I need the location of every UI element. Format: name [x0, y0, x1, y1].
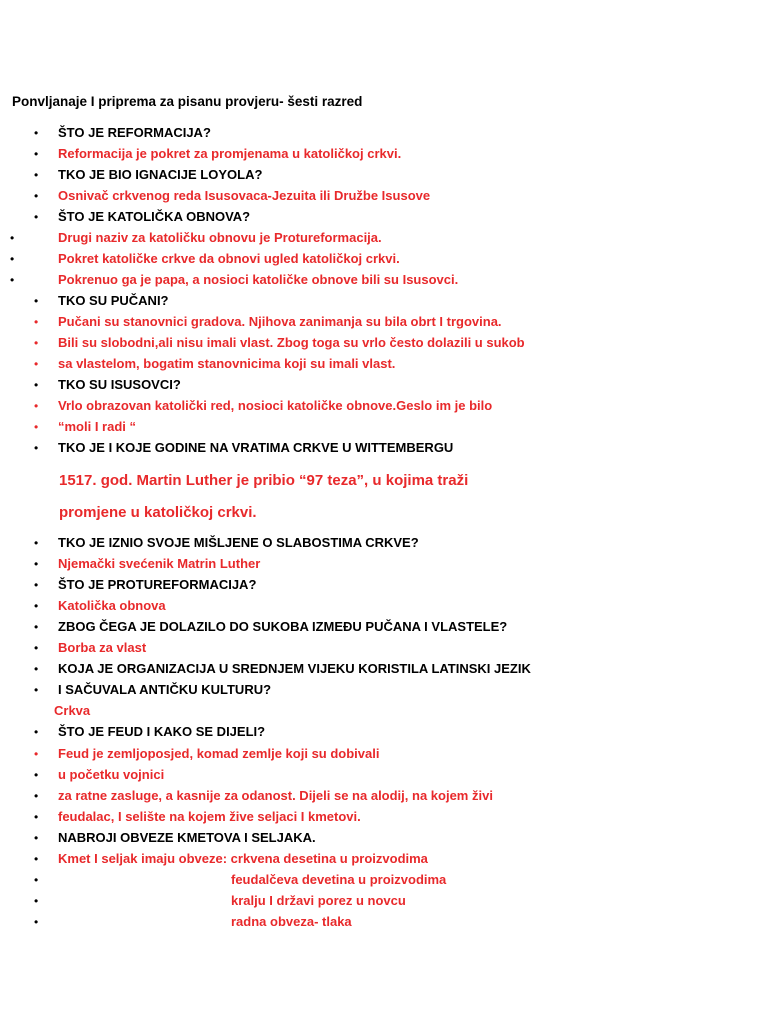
- bullet-icon: •: [34, 315, 39, 329]
- bullet-icon: •: [34, 914, 39, 929]
- bullet-icon: •: [34, 189, 39, 203]
- bullet-icon: •: [34, 620, 39, 635]
- answer-text: 1517. god. Martin Luther je pribio “97 teza”, u kojima traži: [59, 472, 469, 489]
- list-item-text: Borba za vlast: [58, 640, 147, 656]
- list-item-text: NABROJI OBVEZE KMETOVA I SELJAKA.: [58, 829, 316, 845]
- bullet-icon: •: [34, 210, 39, 224]
- bullet-icon: •: [34, 378, 39, 392]
- bullet-icon: •: [34, 441, 39, 455]
- list-item: [0, 638, 768, 659]
- list-item-text: Bili su slobodni,ali nisu imali vlast. Zbog toga su vrlo često dolazili u sukob: [58, 335, 525, 350]
- list-item: [0, 744, 768, 765]
- list-item-text: Pokrenuo ga je papa, a nosioci katoličke obnove bili su Isusovci.: [58, 272, 459, 287]
- list-item-text: feudalac, I selište na kojem žive seljaci I kmetovi.: [58, 808, 361, 824]
- list-item-text: ŠTO JE KATOLIČKA OBNOVA?: [58, 209, 251, 224]
- bullet-icon: •: [34, 809, 39, 824]
- list-item: [0, 144, 768, 165]
- bullet-icon: •: [34, 336, 39, 350]
- list-item-text: TKO SU ISUSOVCI?: [58, 377, 181, 392]
- list-item: [0, 722, 768, 743]
- list-item: [0, 617, 768, 638]
- list-item-text: Njemački svećenik Matrin Luther: [58, 556, 261, 572]
- list-item: [0, 849, 768, 870]
- list-item: [0, 270, 768, 291]
- list-item-text: ŠTO JE PROTUREFORMACIJA?: [58, 577, 257, 593]
- list-item-text: TKO SU PUČANI?: [58, 293, 169, 308]
- list-item: [0, 680, 768, 701]
- list-item-text: “moli I radi “: [58, 419, 137, 434]
- list-item-text: ZBOG ČEGA JE DOLAZILO DO SUKOBA IZMEĐU PUČANA I VLASTELE?: [58, 619, 508, 635]
- list-item-text: Drugi naziv za katoličku obnovu je Protureformacija.: [58, 230, 382, 245]
- list-item: [0, 891, 768, 912]
- list-item: [0, 291, 768, 312]
- bullet-icon: •: [34, 662, 39, 677]
- bullet-icon: •: [34, 357, 39, 371]
- list-item-text: TKO JE I KOJE GODINE NA VRATIMA CRKVE U WITTEMBERGU: [58, 440, 454, 455]
- bullet-icon: •: [10, 273, 15, 287]
- list-item-text: Kmet I seljak imaju obveze: crkvena desetina u proizvodima: [58, 850, 428, 866]
- list-item-text: Pokret katoličke crkve da obnovi ugled katoličkoj crkvi.: [58, 251, 400, 266]
- list-item-text: TKO JE BIO IGNACIJE LOYOLA?: [58, 167, 263, 182]
- bullet-icon: •: [34, 746, 39, 761]
- list-item: [0, 354, 768, 375]
- bullet-icon: •: [34, 399, 39, 413]
- list-item-text: KOJA JE ORGANIZACIJA U SREDNJEM VIJEKU KORISTILA LATINSKI JEZIK: [58, 661, 531, 677]
- list-item-text: ŠTO JE REFORMACIJA?: [58, 125, 211, 140]
- bullet-icon: •: [34, 147, 39, 161]
- list-item-text: I SAČUVALA ANTIČKU KULTURU?: [58, 682, 272, 698]
- list-item-text: feudalčeva devetina u proizvodima: [231, 871, 447, 887]
- list-item: [0, 249, 768, 270]
- list-item: [0, 786, 768, 807]
- bullet-icon: •: [34, 599, 39, 614]
- list-item: [0, 417, 768, 438]
- answer-text: promjene u katoličkoj crkvi.: [59, 504, 257, 521]
- list-item: [0, 765, 768, 786]
- page-title: Ponvljanaje I priprema za pisanu provjeru- šesti razred: [12, 94, 363, 109]
- bullet-icon: •: [34, 830, 39, 845]
- list-item-text: sa vlastelom, bogatim stanovnicima koji su imali vlast.: [58, 356, 396, 371]
- list-item: [0, 333, 768, 354]
- list-item-text: Katolička obnova: [58, 598, 166, 614]
- list-item-text: Feud je zemljoposjed, komad zemlje koji su dobivali: [58, 745, 380, 761]
- list-item-text: Osnivač crkvenog reda Isusovaca-Jezuita ili Družbe Isusove: [58, 188, 431, 203]
- list-item-text: u početku vojnici: [58, 766, 165, 782]
- list-item: [0, 165, 768, 186]
- list-item: [0, 123, 768, 144]
- bullet-icon: •: [34, 725, 39, 740]
- bullet-icon: •: [34, 536, 39, 550]
- list-item: [0, 396, 768, 417]
- list-item: [0, 870, 768, 891]
- list-item: [0, 828, 768, 849]
- bullet-icon: •: [34, 578, 39, 593]
- bullet-icon: •: [10, 252, 15, 266]
- list-item-text: za ratne zasluge, a kasnije za odanost. Dijeli se na alodij, na kojem živi: [58, 787, 493, 803]
- list-item: [0, 575, 768, 596]
- bullet-icon: •: [34, 683, 39, 698]
- list-item: [0, 912, 768, 933]
- list-item: [0, 228, 768, 249]
- list-item: [0, 312, 768, 333]
- bullet-icon: •: [34, 788, 39, 803]
- list-item: [0, 554, 768, 575]
- bullet-icon: •: [34, 126, 39, 140]
- bullet-icon: •: [34, 168, 39, 182]
- list-item: [0, 186, 768, 207]
- bullet-icon: •: [34, 420, 39, 434]
- list-item-text: radna obveza- tlaka: [231, 913, 352, 929]
- list-item: [0, 659, 768, 680]
- list-item: [0, 701, 768, 722]
- list-item-text: Vrlo obrazovan katolički red, nosioci katoličke obnove.Geslo im je bilo: [58, 398, 493, 413]
- list-item-text: kralju I državi porez u novcu: [231, 892, 406, 908]
- bullet-icon: •: [34, 294, 39, 308]
- bullet-icon: •: [34, 893, 39, 908]
- list-item-text: Reformacija je pokret za promjenama u katoličkoj crkvi.: [58, 146, 402, 161]
- list-item-text: Crkva: [54, 703, 91, 719]
- list-item-text: ŠTO JE FEUD I KAKO SE DIJELI?: [58, 724, 266, 740]
- list-item: [0, 207, 768, 228]
- list-item: [0, 807, 768, 828]
- bullet-icon: •: [34, 851, 39, 866]
- bullet-icon: •: [34, 641, 39, 656]
- list-item: [0, 596, 768, 617]
- list-item: [0, 375, 768, 396]
- bullet-icon: •: [34, 767, 39, 782]
- list-item-text: Pučani su stanovnici gradova. Njihova zanimanja su bila obrt I trgovina.: [58, 314, 502, 329]
- bullet-icon: •: [10, 231, 15, 245]
- bullet-icon: •: [34, 872, 39, 887]
- list-item-text: TKO JE IZNIO SVOJE MIŠLJENE O SLABOSTIMA CRKVE?: [58, 535, 419, 550]
- list-item: [0, 438, 768, 459]
- bullet-icon: •: [34, 557, 39, 572]
- list-item: [0, 533, 768, 554]
